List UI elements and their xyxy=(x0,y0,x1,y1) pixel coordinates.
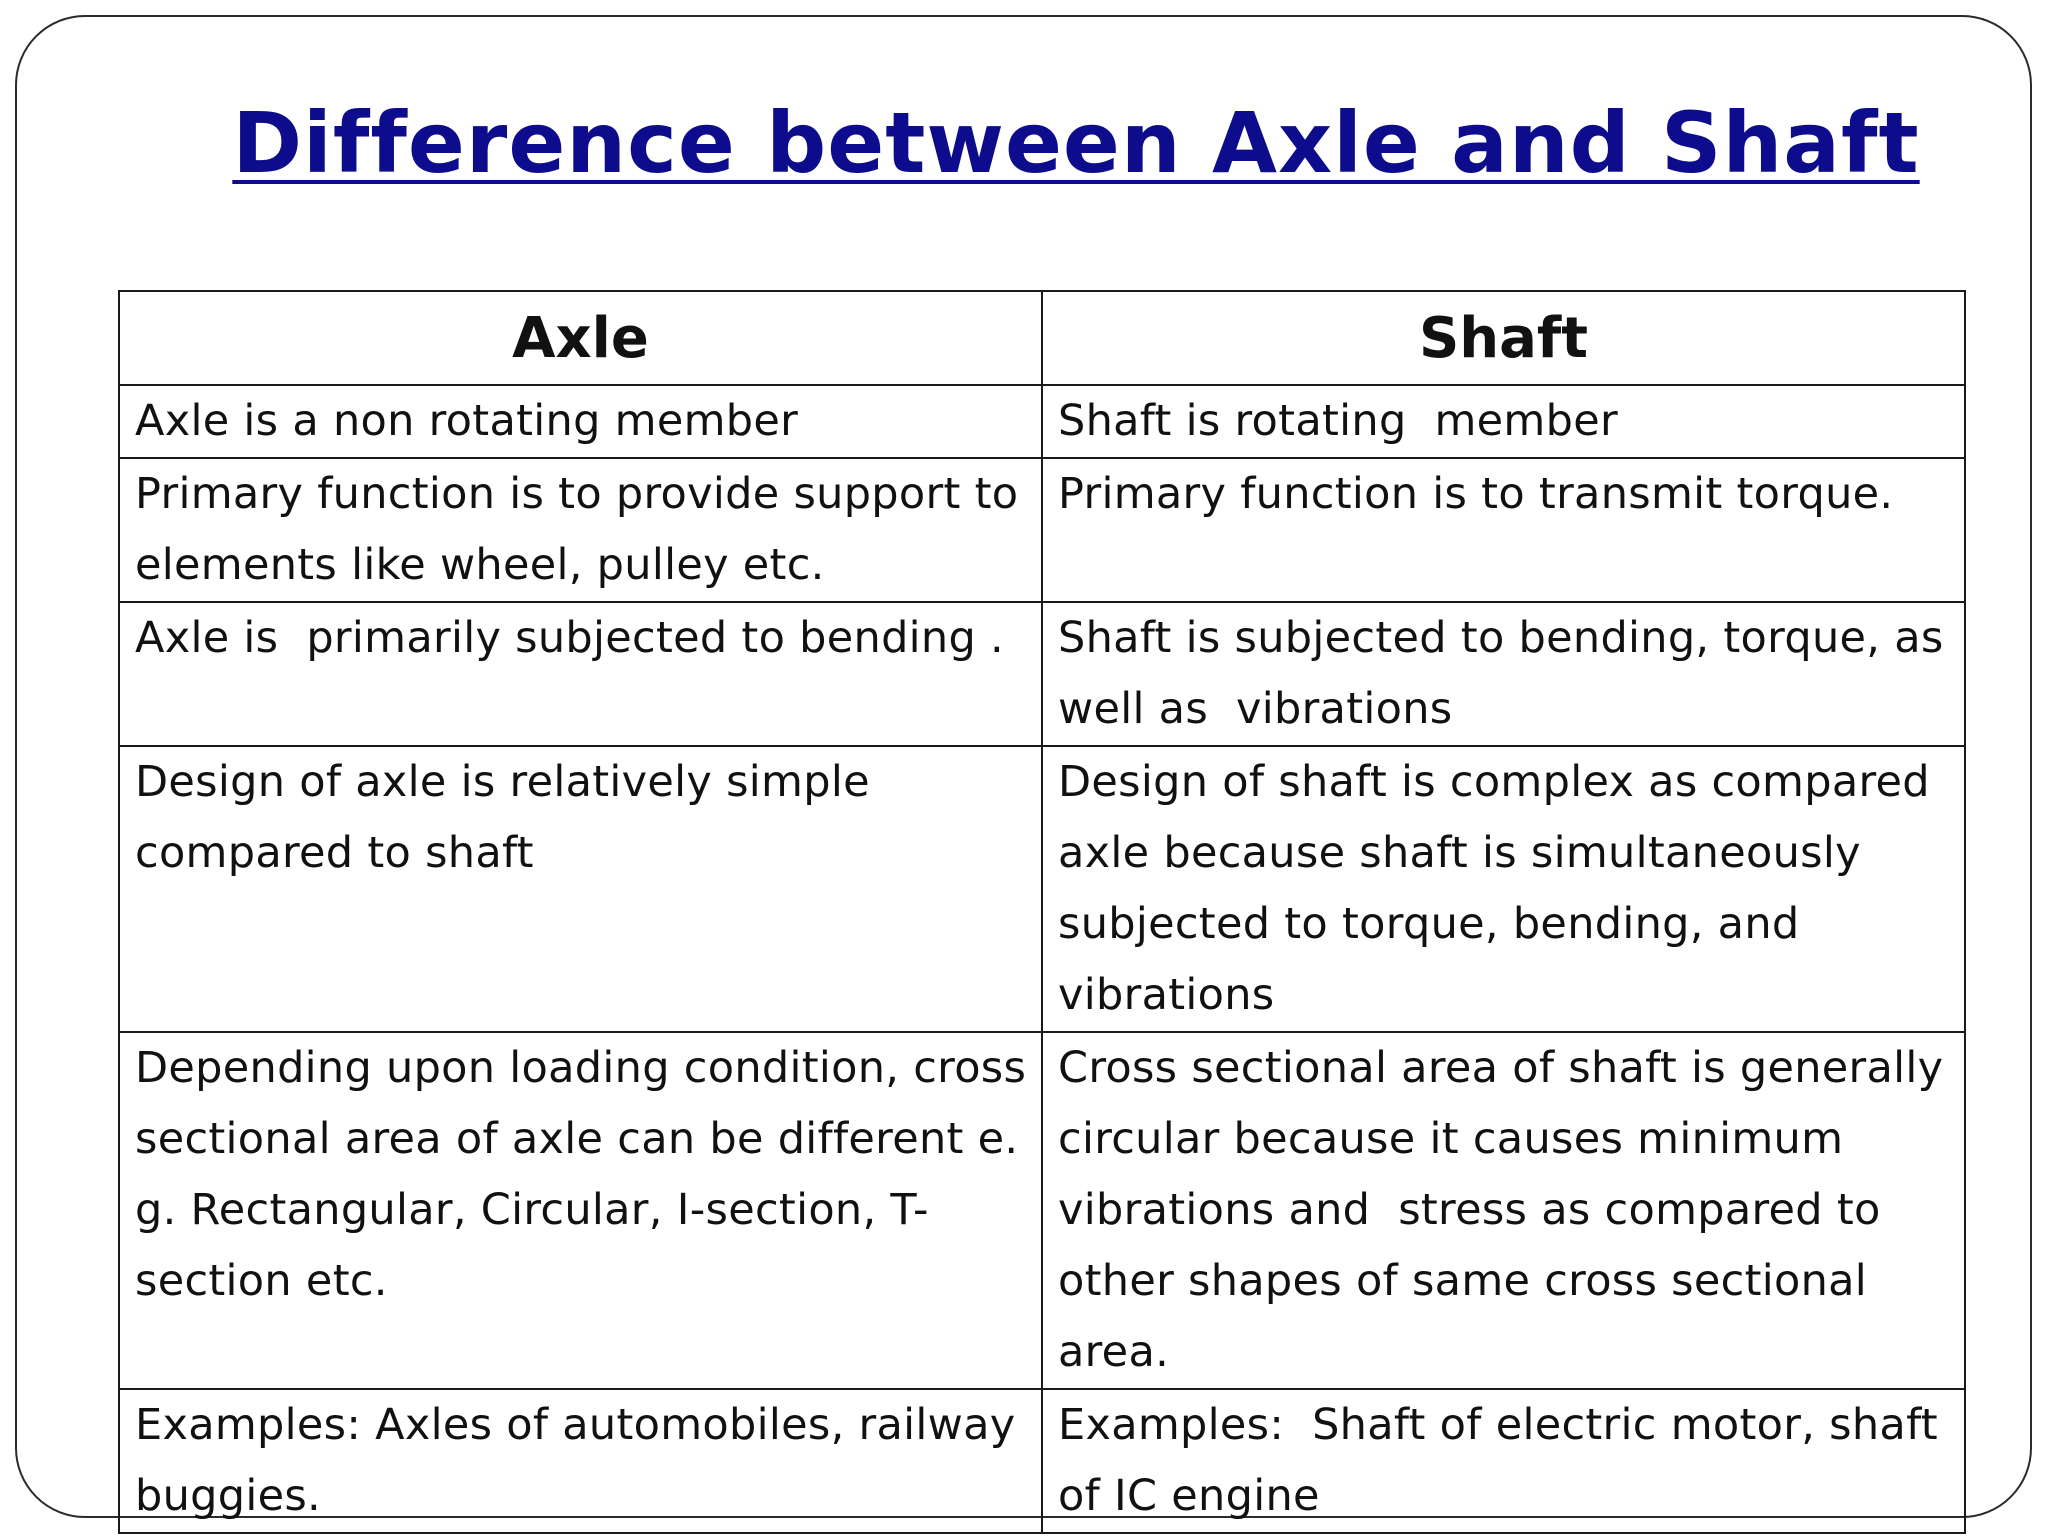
table-row xyxy=(119,385,1965,458)
shaft-cell: Primary function is to transmit torque. xyxy=(1042,458,1965,602)
shaft-cell: Cross sectional area of shaft is generally circular because it causes minimum vibrations and stress as compared to other shapes of same cross sectional area. xyxy=(1042,1032,1965,1389)
axle-cell: Depending upon loading condition, cross sectional area of axle can be different e. g. Rectangular, Circular, I-section, T-section etc. xyxy=(119,1032,1042,1389)
shaft-cell: Design of shaft is complex as compared axle because shaft is simultaneously subjected to torque, bending, and vibrations xyxy=(1042,746,1965,1032)
axle-cell: Axle is a non rotating member xyxy=(119,385,1042,458)
header-axle: Axle xyxy=(119,291,1042,385)
shaft-cell: Shaft is subjected to bending, torque, as well as vibrations xyxy=(1042,602,1965,746)
table-row xyxy=(119,1032,1965,1389)
slide-title-text: Difference between Axle and Shaft xyxy=(232,94,1920,192)
header-shaft: Shaft xyxy=(1042,291,1965,385)
axle-cell: Primary function is to provide support to elements like wheel, pulley etc. xyxy=(119,458,1042,602)
table-row xyxy=(119,1389,1965,1533)
shaft-cell: Shaft is rotating member xyxy=(1042,385,1965,458)
comparison-table xyxy=(118,290,1966,1534)
slide-title xyxy=(0,88,2048,198)
axle-cell: Axle is primarily subjected to bending . xyxy=(119,602,1042,746)
axle-cell: Examples: Axles of automobiles, railway buggies. xyxy=(119,1389,1042,1533)
table-row xyxy=(119,602,1965,746)
shaft-cell: Examples: Shaft of electric motor, shaft of IC engine xyxy=(1042,1389,1965,1533)
axle-cell: Design of axle is relatively simple compared to shaft xyxy=(119,746,1042,1032)
table-header-row xyxy=(119,291,1965,385)
table-row xyxy=(119,746,1965,1032)
table-row xyxy=(119,458,1965,602)
